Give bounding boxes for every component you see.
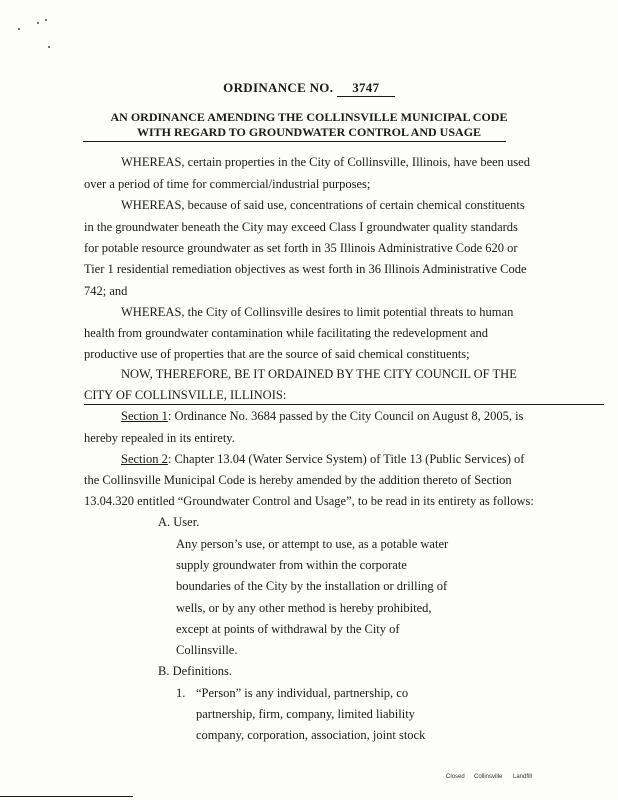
subsection-a-line-5: except at points of withdrawal by the City of	[176, 622, 400, 636]
subsection-b-heading: B. Definitions.	[158, 664, 232, 678]
subsection-a-line-2: supply groundwater from within the corporate	[176, 558, 407, 572]
footer-tag-closed: Closed	[446, 774, 465, 780]
section-1-line-1	[121, 409, 523, 424]
ordinance-title-line-2: WITH REGARD TO GROUNDWATER CONTROL AND USAGE	[136, 125, 482, 139]
subsection-a-heading: A. User.	[158, 515, 200, 529]
section-1-line-2: hereby repealed in its entirety.	[84, 431, 235, 445]
section-2-text: : Chapter 13.04 (Water Service System) of Title 13 (Public Services) of	[167, 452, 525, 466]
ordained-line-2: CITY OF COLLINSVILLE, ILLINOIS:	[84, 388, 287, 402]
definition-1-line-3: company, corporation, association, joint stock	[196, 728, 426, 742]
whereas-2-line-2: in the groundwater beneath the City may exceed Class I groundwater quality standards	[84, 220, 518, 234]
whereas-2-line-4: Tier 1 residential remediation objectives as west forth in 36 Illinois Administrative Code	[84, 262, 527, 276]
section-2-line-1	[121, 452, 524, 467]
section-1-text: : Ordinance No. 3684 passed by the City Council on August 8, 2005, is	[167, 409, 524, 423]
subsection-a-line-1: Any person’s use, or attempt to use, as a potable water	[176, 537, 449, 551]
whereas-3-line-3: productive use of properties that are the source of said chemical constituents;	[84, 347, 470, 361]
section-2-line-3: 13.04.320 entitled “Groundwater Control and Usage”, to be read in its entirety as follows:	[84, 494, 534, 508]
ordinance-number: 3747	[337, 80, 395, 97]
title-divider	[83, 141, 506, 142]
ordained-line-1: NOW, THEREFORE, BE IT ORDAINED BY THE CITY COUNCIL OF THE	[121, 367, 517, 381]
footer-tag-landfill: Landfill	[513, 774, 533, 780]
section-2-line-2: the Collinsville Municipal Code is hereby amended by the addition thereto of Section	[84, 473, 512, 487]
definition-1-line-2: partnership, firm, company, limited liability	[196, 707, 415, 721]
ordinance-label: ORDINANCE NO.	[223, 80, 334, 95]
ordinance-title	[0, 110, 618, 140]
footer-scan-line	[0, 796, 133, 797]
whereas-3-line-2: health from groundwater contamination while facilitating the redevelopment and	[84, 326, 489, 340]
whereas-1-line-1: WHEREAS, certain properties in the City of Collinsville, Illinois, have been used	[121, 155, 530, 169]
ordinance-title-line-1: AN ORDINANCE AMENDING THE COLLINSVILLE MUNICIPAL CODE	[110, 110, 508, 124]
ordained-rule	[84, 404, 604, 405]
whereas-2-line-5: 742; and	[84, 284, 128, 298]
definition-1-line-1: “Person” is any individual, partnership, co	[196, 686, 409, 700]
whereas-1-line-2: over a period of time for commercial/industrial purposes;	[84, 177, 371, 191]
subsection-a-line-6: Collinsville.	[176, 643, 238, 657]
footer-tag-collinsville: Collinsville	[474, 774, 503, 780]
ordinance-heading	[0, 80, 618, 97]
section-2-label: Section 2	[121, 452, 168, 466]
subsection-a-line-3: boundaries of the City by the installation or drilling of	[176, 579, 448, 593]
whereas-3-line-1: WHEREAS, the City of Collinsville desires to limit potential threats to human	[121, 305, 514, 319]
definition-1-number: 1.	[176, 686, 186, 700]
whereas-2-line-3: for potable resource groundwater as set forth in 35 Illinois Administrative Code 620 or	[84, 241, 518, 255]
whereas-2-line-1: WHEREAS, because of said use, concentrations of certain chemical constituents	[121, 198, 525, 212]
section-1-label: Section 1	[121, 409, 168, 423]
subsection-a-line-4: wells, or by any other method is hereby prohibited,	[176, 601, 432, 615]
